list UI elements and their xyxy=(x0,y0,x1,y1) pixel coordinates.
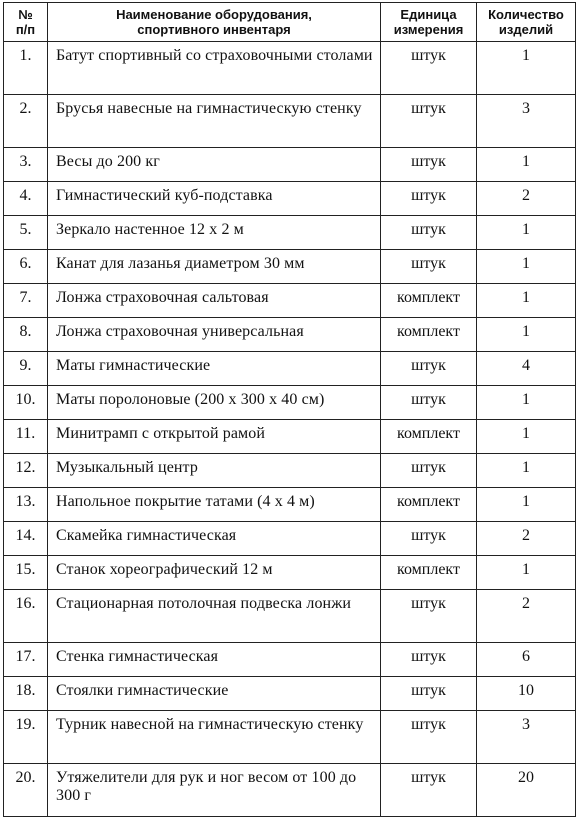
item-quantity: 1 xyxy=(477,386,576,420)
unit-of-measure: комплект xyxy=(381,420,477,454)
unit-of-measure: комплект xyxy=(381,488,477,522)
table-row xyxy=(4,677,576,711)
item-quantity: 1 xyxy=(477,488,576,522)
item-quantity: 1 xyxy=(477,42,576,95)
equipment-name: Скамейка гимнастическая xyxy=(48,522,381,556)
row-number: 1. xyxy=(4,42,48,95)
item-quantity: 1 xyxy=(477,454,576,488)
row-number: 5. xyxy=(4,216,48,250)
item-quantity: 1 xyxy=(477,250,576,284)
header-num-label: № п/п xyxy=(15,7,36,37)
item-quantity: 6 xyxy=(477,643,576,677)
unit-of-measure: штук xyxy=(381,522,477,556)
row-number: 13. xyxy=(4,488,48,522)
item-quantity: 10 xyxy=(477,677,576,711)
unit-of-measure: штук xyxy=(381,250,477,284)
unit-of-measure: штук xyxy=(381,182,477,216)
equipment-name: Весы до 200 кг xyxy=(48,148,381,182)
table-row xyxy=(4,95,576,148)
table-row xyxy=(4,711,576,764)
header-unit-label: Единица измерения xyxy=(393,7,464,37)
item-quantity: 1 xyxy=(477,420,576,454)
unit-of-measure: штук xyxy=(381,216,477,250)
equipment-name: Батут спортивный со страховочными столами xyxy=(48,42,381,95)
table-row xyxy=(4,764,576,817)
row-number: 4. xyxy=(4,182,48,216)
table-row xyxy=(4,284,576,318)
table-row xyxy=(4,250,576,284)
row-number: 14. xyxy=(4,522,48,556)
unit-of-measure: штук xyxy=(381,764,477,817)
row-number: 10. xyxy=(4,386,48,420)
table-row xyxy=(4,522,576,556)
table-row xyxy=(4,318,576,352)
row-number: 3. xyxy=(4,148,48,182)
header-unit xyxy=(381,3,477,42)
table-header-row xyxy=(4,3,576,42)
row-number: 20. xyxy=(4,764,48,817)
table-row xyxy=(4,148,576,182)
row-number: 9. xyxy=(4,352,48,386)
table-row xyxy=(4,386,576,420)
table-body xyxy=(4,42,576,817)
equipment-name: Напольное покрытие татами (4 х 4 м) xyxy=(48,488,381,522)
table-row xyxy=(4,42,576,95)
header-name-label: Наименование оборудования, спортивного инвентаря xyxy=(116,7,312,37)
table-row xyxy=(4,590,576,643)
item-quantity: 20 xyxy=(477,764,576,817)
header-qty-label: Количество изделий xyxy=(488,7,564,37)
row-number: 11. xyxy=(4,420,48,454)
unit-of-measure: комплект xyxy=(381,284,477,318)
item-quantity: 2 xyxy=(477,590,576,643)
item-quantity: 1 xyxy=(477,318,576,352)
row-number: 18. xyxy=(4,677,48,711)
row-number: 15. xyxy=(4,556,48,590)
unit-of-measure: штук xyxy=(381,42,477,95)
equipment-table xyxy=(3,2,576,817)
item-quantity: 3 xyxy=(477,95,576,148)
equipment-name: Зеркало настенное 12 х 2 м xyxy=(48,216,381,250)
unit-of-measure: штук xyxy=(381,386,477,420)
table-row xyxy=(4,216,576,250)
row-number: 12. xyxy=(4,454,48,488)
equipment-name: Лонжа страховочная сальтовая xyxy=(48,284,381,318)
equipment-name: Станок хореографический 12 м xyxy=(48,556,381,590)
row-number: 6. xyxy=(4,250,48,284)
table-row xyxy=(4,556,576,590)
item-quantity: 1 xyxy=(477,148,576,182)
unit-of-measure: штук xyxy=(381,711,477,764)
table-row xyxy=(4,352,576,386)
unit-of-measure: штук xyxy=(381,95,477,148)
equipment-name: Стенка гимнастическая xyxy=(48,643,381,677)
equipment-name: Маты поролоновые (200 х 300 х 40 см) xyxy=(48,386,381,420)
unit-of-measure: штук xyxy=(381,643,477,677)
equipment-name: Гимнастический куб-подставка xyxy=(48,182,381,216)
unit-of-measure: комплект xyxy=(381,556,477,590)
table-row xyxy=(4,454,576,488)
row-number: 8. xyxy=(4,318,48,352)
item-quantity: 3 xyxy=(477,711,576,764)
row-number: 17. xyxy=(4,643,48,677)
equipment-name: Маты гимнастические xyxy=(48,352,381,386)
equipment-name: Утяжелители для рук и ног весом от 100 до 300 г xyxy=(48,764,381,817)
header-num xyxy=(4,3,48,42)
row-number: 7. xyxy=(4,284,48,318)
equipment-name: Минитрамп с открытой рамой xyxy=(48,420,381,454)
item-quantity: 4 xyxy=(477,352,576,386)
equipment-name: Стационарная потолочная подвеска лонжи xyxy=(48,590,381,643)
table-row xyxy=(4,420,576,454)
table-row xyxy=(4,182,576,216)
equipment-table-container xyxy=(3,2,576,817)
item-quantity: 1 xyxy=(477,284,576,318)
header-qty xyxy=(477,3,576,42)
unit-of-measure: штук xyxy=(381,352,477,386)
item-quantity: 2 xyxy=(477,182,576,216)
equipment-name: Канат для лазанья диаметром 30 мм xyxy=(48,250,381,284)
row-number: 2. xyxy=(4,95,48,148)
equipment-name: Брусья навесные на гимнастическую стенку xyxy=(48,95,381,148)
table-row xyxy=(4,643,576,677)
table-row xyxy=(4,488,576,522)
unit-of-measure: штук xyxy=(381,454,477,488)
row-number: 16. xyxy=(4,590,48,643)
equipment-name: Лонжа страховочная универсальная xyxy=(48,318,381,352)
equipment-name: Турник навесной на гимнастическую стенку xyxy=(48,711,381,764)
unit-of-measure: штук xyxy=(381,590,477,643)
equipment-name: Музыкальный центр xyxy=(48,454,381,488)
header-name xyxy=(48,3,381,42)
unit-of-measure: штук xyxy=(381,677,477,711)
unit-of-measure: штук xyxy=(381,148,477,182)
item-quantity: 1 xyxy=(477,216,576,250)
row-number: 19. xyxy=(4,711,48,764)
item-quantity: 2 xyxy=(477,522,576,556)
unit-of-measure: комплект xyxy=(381,318,477,352)
item-quantity: 1 xyxy=(477,556,576,590)
equipment-name: Стоялки гимнастические xyxy=(48,677,381,711)
